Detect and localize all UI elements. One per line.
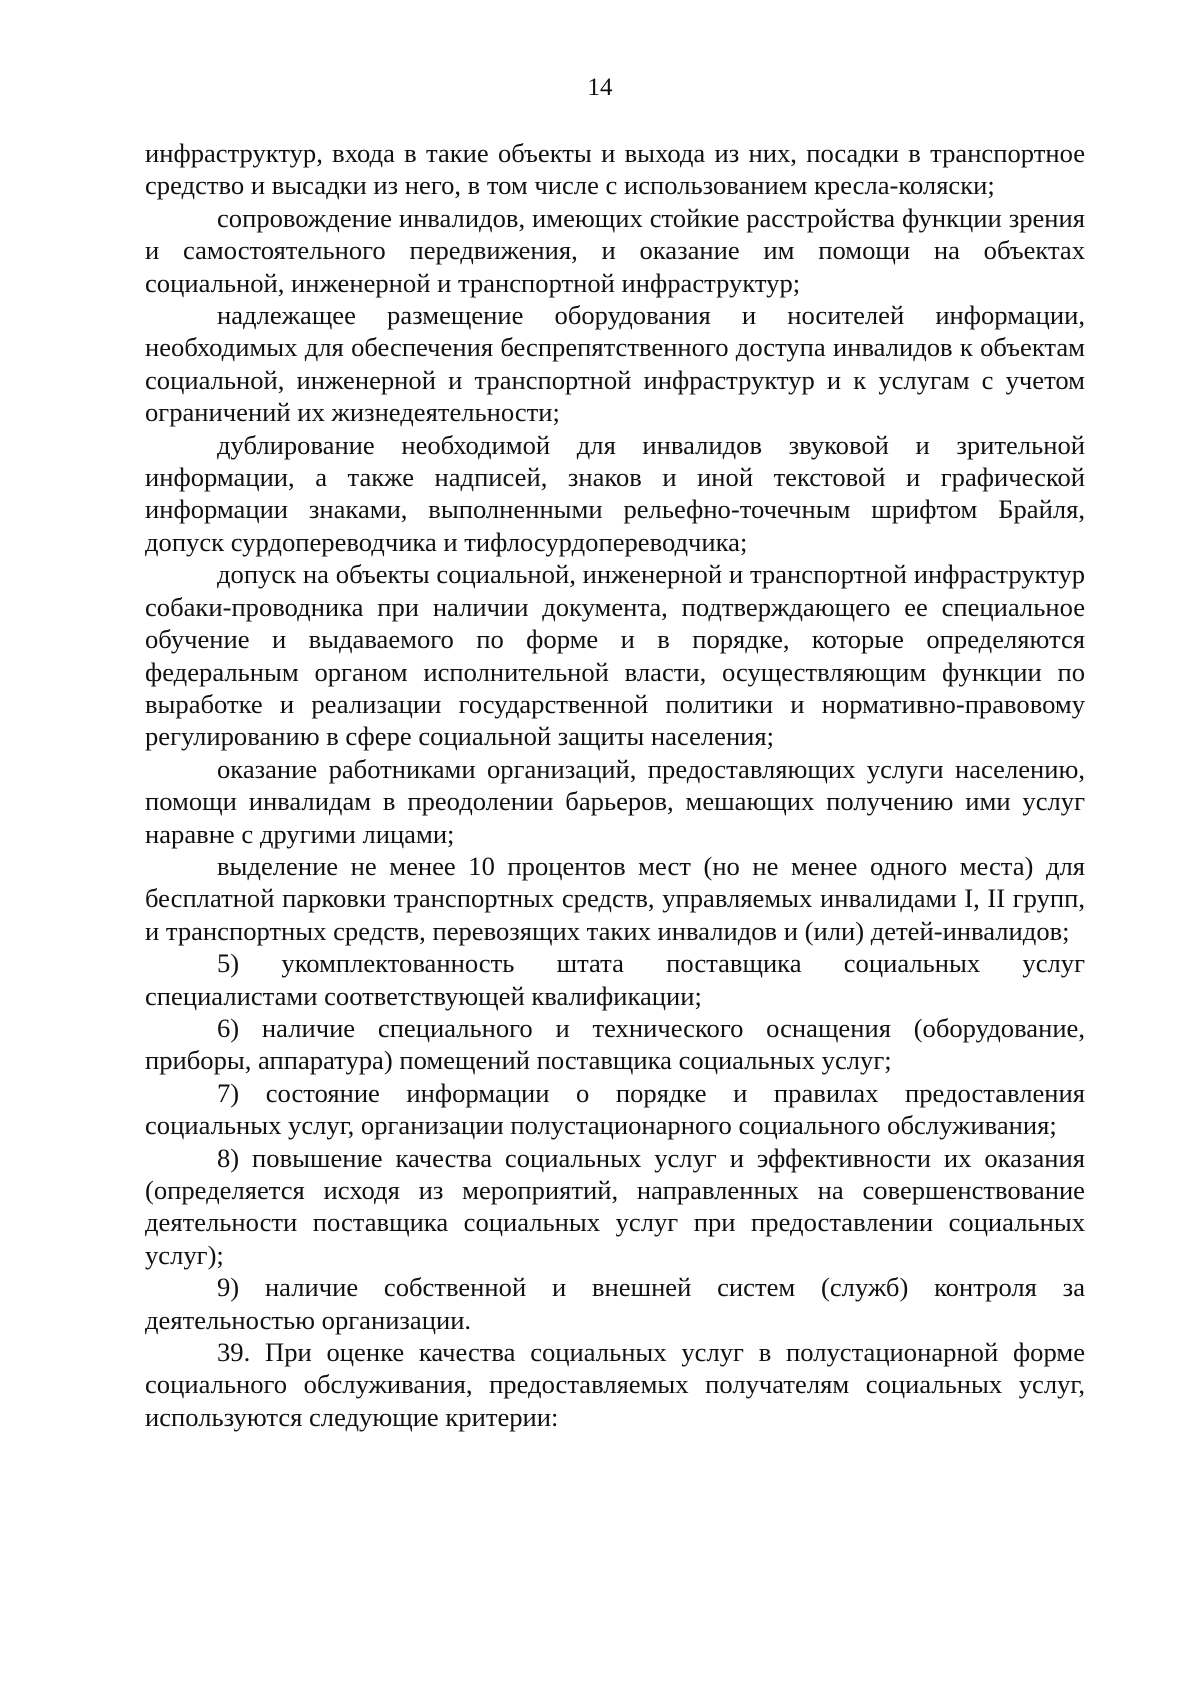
paragraph-6: оказание работниками организаций, предоставляющих услуги населению, помощи инвалидам в преодолении барьеров, мешающих получению ими услуг наравне с другими лицами; <box>145 753 1085 849</box>
paragraph-10: 7) состояние информации о порядке и правилах предоставления социальных услуг, организации полустационарного социального обслуживания; <box>145 1077 1085 1141</box>
document-body <box>145 137 1085 1433</box>
paragraph-13: 39. При оценке качества социальных услуг в полустационарной форме социального обслуживания, предоставляемых получателям социальных услуг, используются следующие критерии: <box>145 1337 1085 1432</box>
paragraph-3: надлежащее размещение оборудования и носителей информации, необходимых для обеспечения беспрепятственного доступа инвалидов к объектам социальной, инженерной и транспортной инфраструктур и к услугам с учетом ограничений их жизнедеятельности; <box>145 300 1085 428</box>
paragraph-2: сопровождение инвалидов, имеющих стойкие расстройства функции зрения и самостоятельного передвижения, и оказание им помощи на объектах социальной, инженерной и транспортной инфраструктур; <box>145 202 1085 298</box>
page-number: 14 <box>587 74 613 101</box>
paragraph-1: инфраструктур, входа в такие объекты и выхода из них, посадки в транспортное средство и высадки из него, в том числе с использованием кресла-коляски; <box>145 138 1085 201</box>
paragraph-9: 6) наличие специального и технического оснащения (оборудование, приборы, аппаратура) помещений поставщика социальных услуг; <box>145 1012 1085 1076</box>
paragraph-4: дублирование необходимой для инвалидов звуковой и зрительной информации, а также надписей, знаков и иной текстовой и графической информации знаками, выполненными рельефно-точечным шрифтом Брайля, допуск сурдопереводчика и тифлосурдопереводчика; <box>145 429 1085 557</box>
paragraph-7: выделение не менее 10 процентов мест (но не менее одного места) для бесплатной парковки транспортных средств, управляемых инвалидами I, II групп, и транспортных средств, перевозящих таких инвалидов и (или) детей-инвалидов; <box>145 850 1085 946</box>
paragraph-12: 9) наличие собственной и внешней систем (служб) контроля за деятельностью организации. <box>145 1272 1085 1335</box>
paragraph-5: допуск на объекты социальной, инженерной и транспортной инфраструктур собаки-проводника при наличии документа, подтверждающего ее специальное обучение и выдаваемого по форме и в порядке, которые определяются федеральным органом исполнительной власти, осуществляющим функции по выработке и реализации государственной политики и нормативно-правовому регулированию в сфере социальной защиты населения; <box>145 559 1085 752</box>
paragraph-11: 8) повышение качества социальных услуг и эффективности их оказания (определяется исходя из мероприятий, направленных на совершенствование деятельности поставщика социальных услуг при предоставлении социальных услуг); <box>145 1142 1085 1270</box>
paragraph-8: 5) укомплектованность штата поставщика социальных услуг специалистами соответствующей квалификации; <box>145 948 1085 1011</box>
